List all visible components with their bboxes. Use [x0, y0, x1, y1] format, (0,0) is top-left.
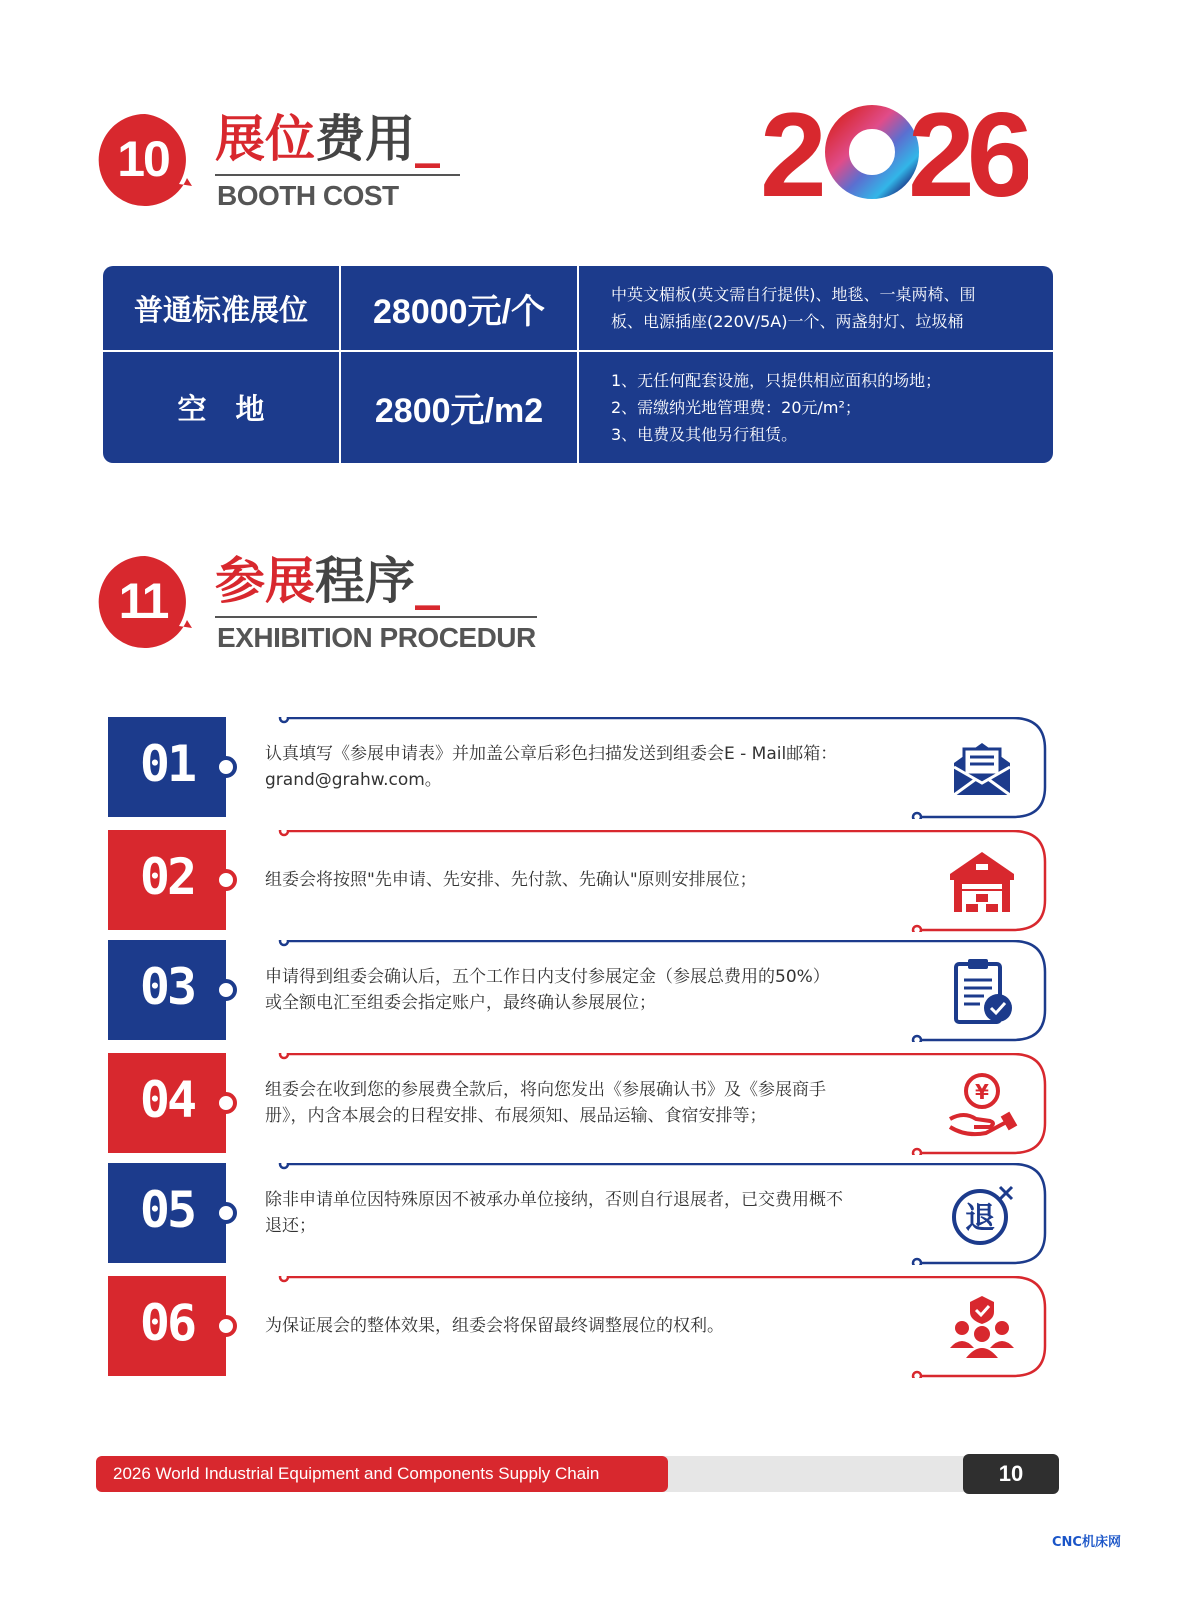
step-05 [108, 1163, 1053, 1265]
logo-2026 [760, 100, 1028, 204]
step-text [265, 1276, 895, 1376]
step-text-line: 或全额电汇至组委会指定账户，最终确认参展展位； [265, 993, 656, 1013]
step-text-line: 除非申请单位因特殊原因不被承办单位接纳，否则自行退展者，已交费用概不 [265, 1190, 843, 1210]
section-11-title-dark: 程序 [315, 552, 415, 610]
section-11-title-red: 参展 [215, 552, 315, 610]
step-text-line: grand@grahw.com。 [265, 770, 442, 790]
step-text-line: 申请得到组委会确认后，五个工作日内支付参展定金（参展总费用的50%） [265, 967, 830, 987]
page-number: 10 [963, 1454, 1059, 1494]
connector-dot [913, 1259, 921, 1265]
refund-icon [946, 1179, 1018, 1249]
step-number: 03 [139, 958, 195, 1016]
connector-dot [913, 1372, 921, 1378]
note-line: 板、电源插座(220V/5A)一个、两盏射灯、垃圾桶 [611, 312, 964, 331]
section-10-title-suffix: _ [415, 110, 440, 168]
booth-type: 空 地 [177, 392, 265, 426]
section-10-title [215, 106, 440, 172]
connector-dot [913, 1149, 921, 1155]
svg-text:¥: ¥ [975, 1080, 989, 1104]
note-line: 2、需缴纳光地管理费：20元/m²； [611, 398, 861, 417]
step-text [265, 1163, 895, 1263]
table-divider [577, 266, 579, 463]
section-11-title-suffix: _ [415, 552, 440, 610]
team-icon [946, 1292, 1018, 1362]
step-number: 05 [139, 1181, 195, 1239]
step-text [265, 830, 895, 930]
note-line: 3、电费及其他另行租赁。 [611, 425, 798, 444]
booth-price: 2800元/m2 [374, 392, 544, 430]
step-01 [108, 717, 1053, 819]
step-04 [108, 1053, 1053, 1155]
connector-dot [913, 1036, 921, 1042]
step-text-line: 为保证展会的整体效果，组委会将保留最终调整展位的权利。 [265, 1316, 724, 1336]
section-10-badge [97, 112, 193, 208]
booth-notes [579, 352, 1053, 463]
section-11-title [215, 548, 440, 614]
section-10-title-red: 展位 [215, 110, 315, 168]
note-line: 中英文楣板(英文需自行提供)、地毯、一桌两椅、围 [611, 285, 976, 304]
step-text [265, 940, 895, 1040]
section-11-divider [215, 616, 537, 618]
section-10-number: 10 [117, 131, 169, 187]
section-11-subtitle: EXHIBITION PROCEDUR [217, 622, 536, 653]
step-text-line: 退还； [265, 1216, 316, 1236]
step-text-line: 组委会将按照"先申请、先安排、先付款、先确认"原则安排展位； [265, 870, 757, 890]
logo-text-right: 26 [908, 100, 1026, 204]
section-10-header [97, 112, 557, 222]
table-divider [339, 266, 341, 463]
connector-dot [913, 813, 921, 819]
step-text [265, 717, 895, 817]
step-number: 01 [139, 735, 195, 793]
step-text-line: 认真填写《参展申请表》并加盖公章后彩色扫描发送到组委会E - Mail邮箱： [265, 744, 838, 764]
svg-text:退: 退 [965, 1201, 995, 1236]
logo-text-left: 2 [760, 100, 819, 204]
clipboard-check-icon [946, 956, 1018, 1026]
booth-type: 普通标准展位 [133, 292, 308, 327]
step-03 [108, 940, 1053, 1042]
section-10-subtitle: BOOTH COST [217, 180, 399, 211]
section-10-divider [215, 174, 460, 176]
connector-dot [913, 926, 921, 932]
section-11-header [97, 554, 557, 664]
step-06 [108, 1276, 1053, 1378]
step-number: 04 [139, 1071, 195, 1129]
mail-icon [946, 733, 1018, 803]
section-10-title-dark: 费用 [315, 110, 415, 168]
step-number: 02 [139, 848, 195, 906]
booth-price: 28000元/个 [373, 292, 545, 331]
note-line: 1、无任何配套设施，只提供相应面积的场地； [611, 371, 942, 390]
booth-cost-table [103, 266, 1053, 463]
section-11-badge [97, 554, 193, 650]
step-text-line: 册》，内含本展会的日程安排、布展须知、展品运输、食宿安排等； [265, 1106, 767, 1126]
booth-notes [579, 266, 1053, 350]
step-text-line: 组委会在收到您的参展费全款后，将向您发出《参展确认书》及《参展商手 [265, 1080, 826, 1100]
step-text [265, 1053, 895, 1153]
step-02 [108, 830, 1053, 932]
step-number: 06 [139, 1294, 195, 1352]
hand-yuan-icon [946, 1069, 1018, 1139]
section-11-number: 11 [118, 573, 168, 629]
warehouse-icon [946, 846, 1018, 916]
footer-title: 2026 World Industrial Equipment and Components Supply Chain [96, 1456, 668, 1492]
watermark: CNC机床网 [1052, 1535, 1121, 1550]
